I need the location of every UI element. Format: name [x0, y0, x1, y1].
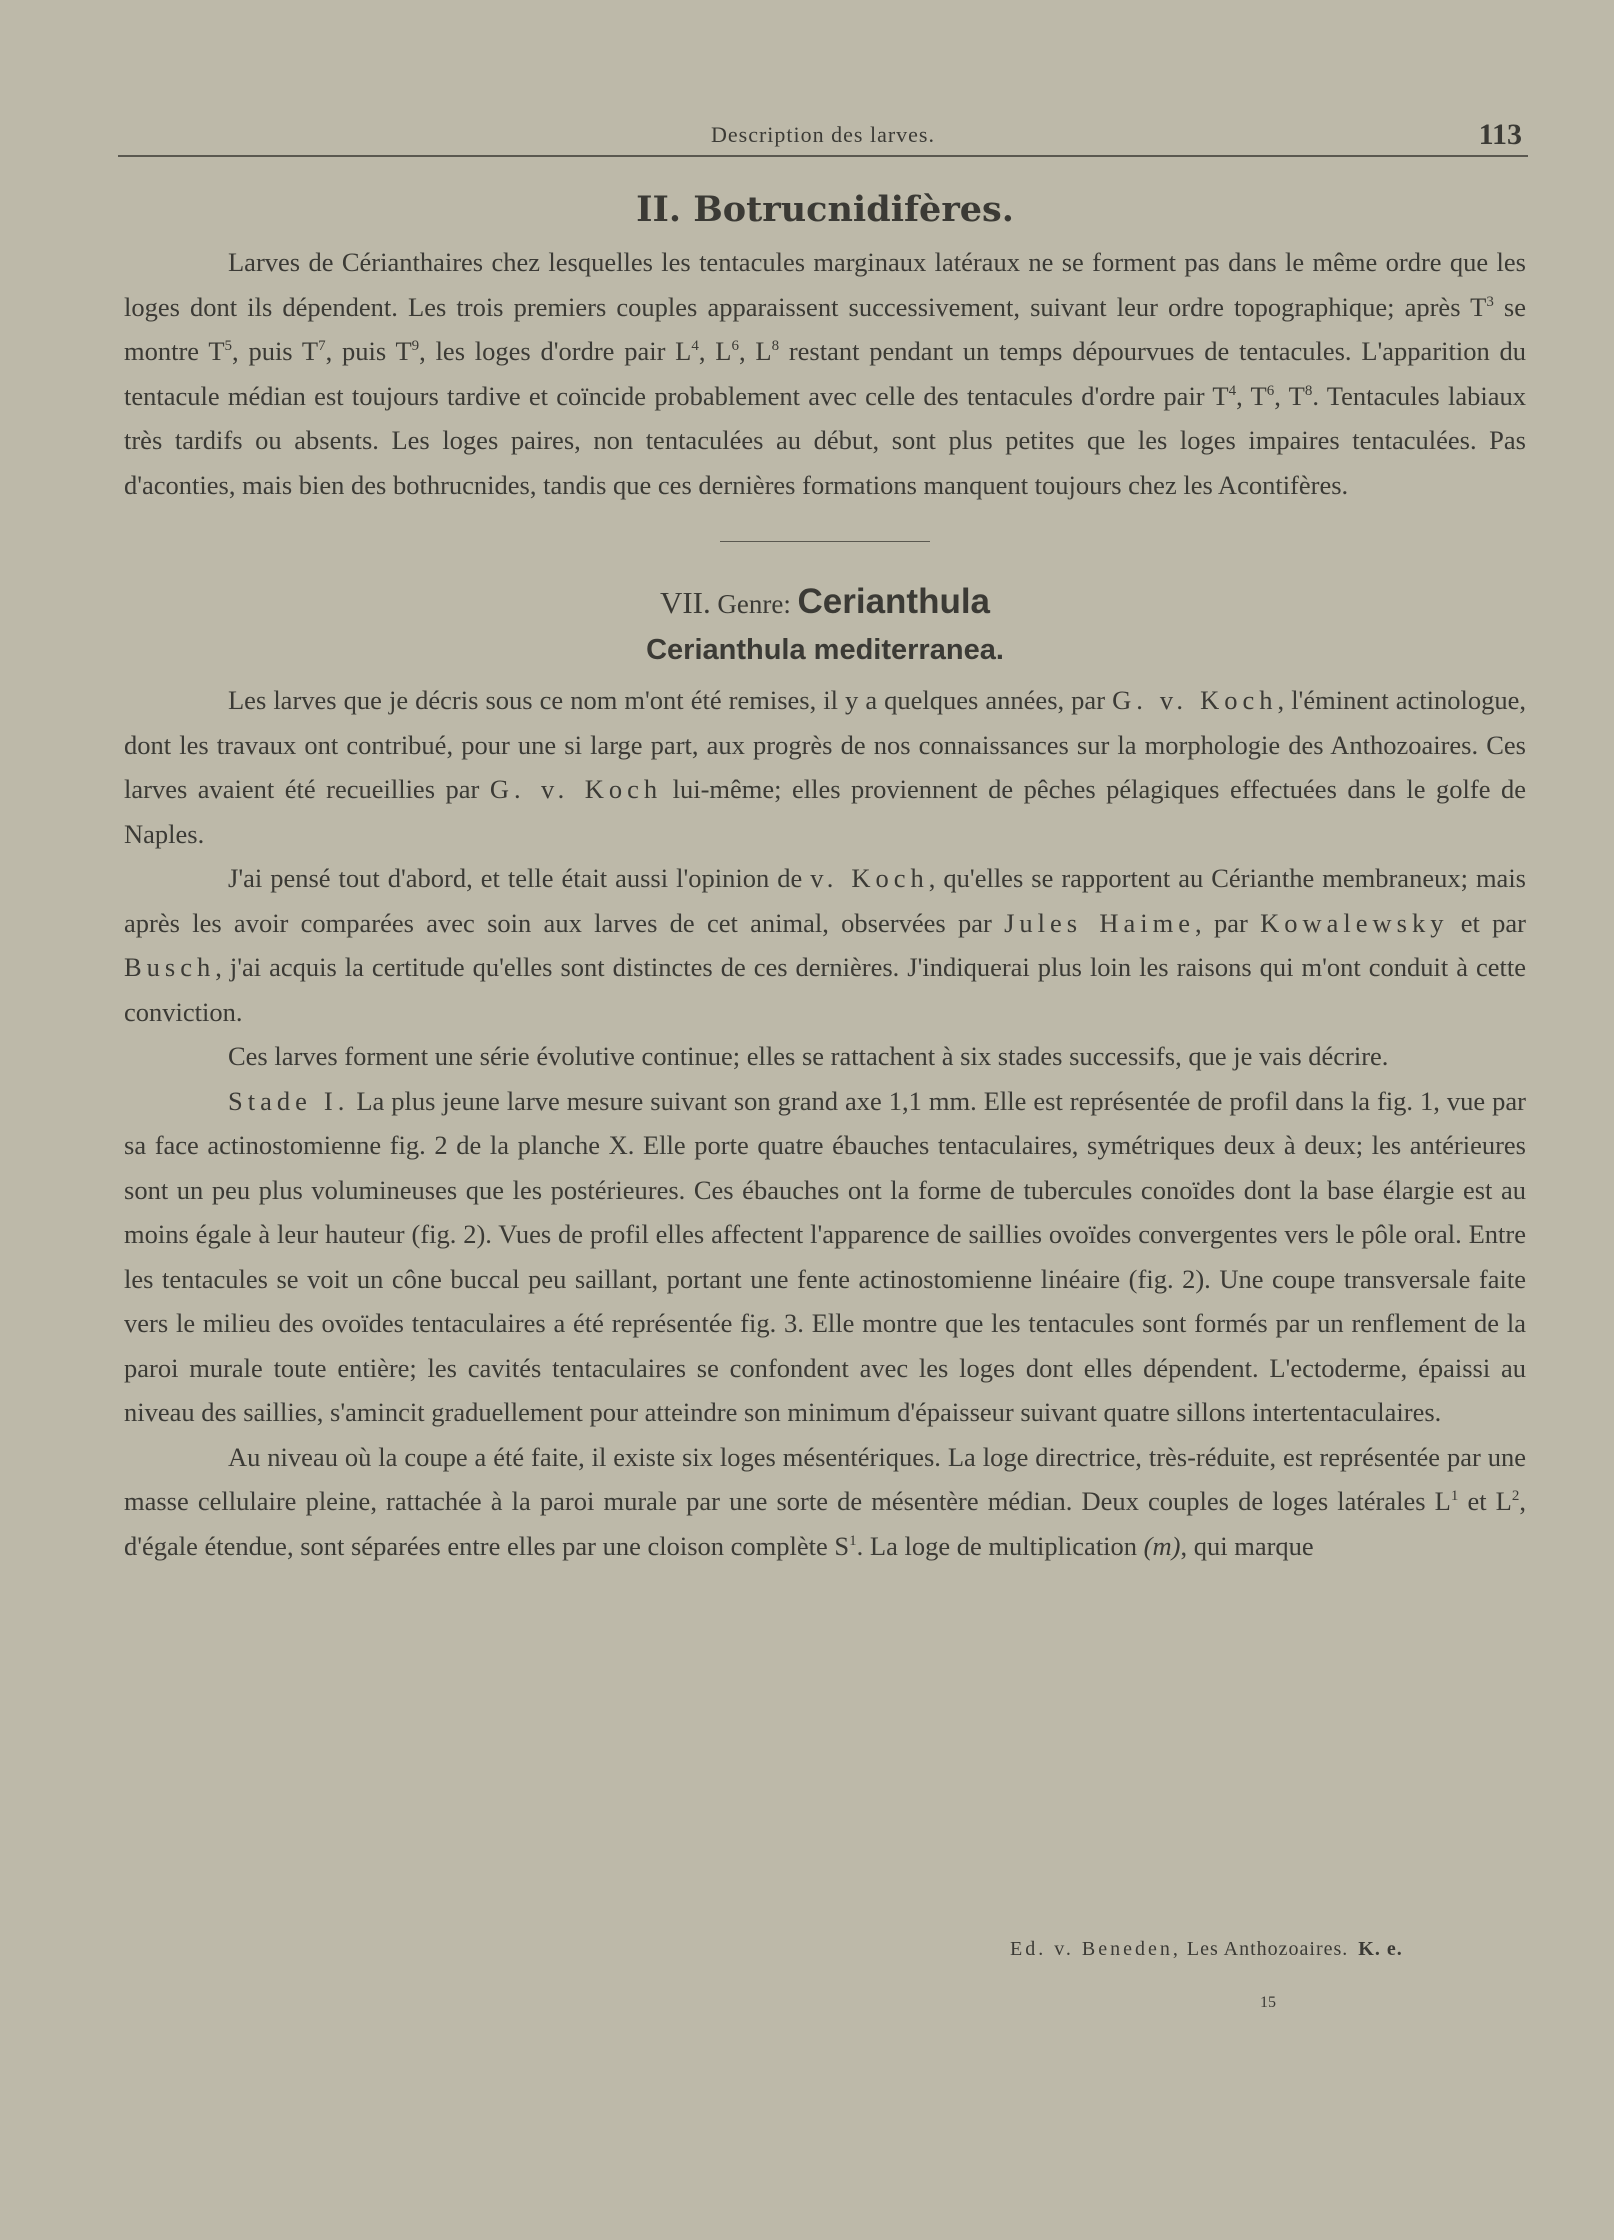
genre-label: Genre:: [717, 589, 791, 619]
page-number: 113: [1478, 118, 1522, 151]
section-separator: [720, 541, 930, 542]
paragraph-stade-1: Stade I. La plus jeune larve mesure suivant son grand axe 1,1 mm. Elle est représentée de profil dans la fig. 1, vue par sa face actinostomienne fig. 2 de la planche X. Elle porte quatre ébauches tentaculaires, symétriques deux à deux; les antérieures sont un peu plus volumineuses que les postérieures. Ces ébauches ont la forme de tubercules conoïdes dont la base élargie est au moins égale à leur hauteur (fig. 2). Vues de profil elles affectent l'apparence de saillies ovoïdes convergentes vers le pôle oral. Entre les tentacules se voit un cône buccal peu saillant, portant une fente actinostomienne linéaire (fig. 2). Une coupe transversale faite vers le milieu des ovoïdes tentaculaires a été représentée fig. 3. Elle montre que les tentacules sont formés par un renflement de la paroi murale toute entière; les cavités tentaculaires se confondent avec les loges dont elles dépendent. L'ectoderme, épaissi au niveau des saillies, s'amincit graduellement pour atteindre son minimum d'épaisseur suivant quatre sillons intertentaculaires.: [124, 1085, 1527, 1427]
author-name: G. v. Koch: [1112, 685, 1278, 715]
paragraph-comparison: J'ai pensé tout d'abord, et telle était aussi l'opinion de v. Koch, qu'elles se rapportent au Cérianthe membraneux; mais après les avoir comparées avec soin aux larves de cet animal, observées par Jules Haime, par Kowalewsky et par Busch, j'ai acquis la certitude qu'elles sont distinctes de ces dernières. J'indiquerai plus loin les raisons qui m'ont conduit à cette conviction.: [124, 863, 1526, 1027]
running-title: Description des larves.: [711, 122, 935, 147]
genre-number: VII.: [659, 585, 711, 620]
footer-signature: Ed. v. Beneden, Les Anthozoaires. K. e.: [1010, 1938, 1403, 1960]
paragraph-botrucnidiferes: Larves de Cérianthaires chez lesquelles les tentacules marginaux latéraux ne se forment pas dans le même ordre que les loges dont ils dépendent. Les trois premiers couples apparaissent successivement, suivant leur ordre topographique; après $T^3$ se montre $T^5$, puis $T^7$, puis $T^9$, les loges d'ordre pair $L^4$, $L^6$, $L^8$ restant pendant un temps dépourvues de tentacules. L'apparition du tentacule médian est toujours tardive et coïncide probablement avec celle des tentacules d'ordre pair $T^4$, $T^6$, $T^8$. Tentacules labiaux très tardifs ou absents. Les loges paires, non tentaculées au début, sont plus petites que les loges impaires tentaculées. Pas d'aconties, mais bien des bothrucnides, tandis que ces dernières formations manquent toujours chez les Acontifères.: [124, 247, 1527, 500]
stage-label: Stade I.: [228, 1085, 350, 1116]
author-name: Jules Haime: [1004, 907, 1196, 938]
header-rule: [118, 155, 1528, 157]
page-body: [124, 188, 1526, 1568]
author-name: Busch: [124, 952, 216, 982]
paragraph-loges: Au niveau où la coupe a été faite, il existe six loges mésentériques. La loge directrice, très-réduite, est représentée par une masse cellulaire pleine, rattachée à la paroi murale par une sorte de mésentère médian. Deux couples de loges latérales $L^1$ et $L^2$, d'égale étendue, sont séparées entre elles par une cloison complète $S^1$. La loge de multiplication (m), qui marque: [124, 1441, 1526, 1561]
author-name: v. Koch: [810, 863, 929, 893]
sheet-number: 15: [1260, 1994, 1276, 2011]
page-header: [118, 118, 1528, 158]
paragraph-series: Ces larves forment une série évolutive continue; elles se rattachent à six stades successifs, que je vais décrire.: [228, 1041, 1389, 1071]
section-title: II. Botrucnidifères.: [636, 189, 1014, 230]
species-heading: Cerianthula mediterranea.: [646, 634, 1004, 666]
author-name: G. v. Koch: [489, 774, 663, 804]
genre-heading: [124, 578, 1526, 628]
paragraph-origin: Les larves que je décris sous ce nom m'ont été remises, il y a quelques années, par G. v. Koch, l'éminent actinologue, dont les travaux ont contribué, pour une si large part, aux progrès de nos connaissances sur la morphologie des Anthozoaires. Ces larves avaient été recueillies par G. v. Koch lui-même; elles proviennent de pêches pélagiques effectuées dans le golfe de Naples.: [124, 685, 1526, 849]
author-name: Kowalewsky: [1260, 907, 1449, 938]
genre-name: Cerianthula: [797, 582, 991, 621]
